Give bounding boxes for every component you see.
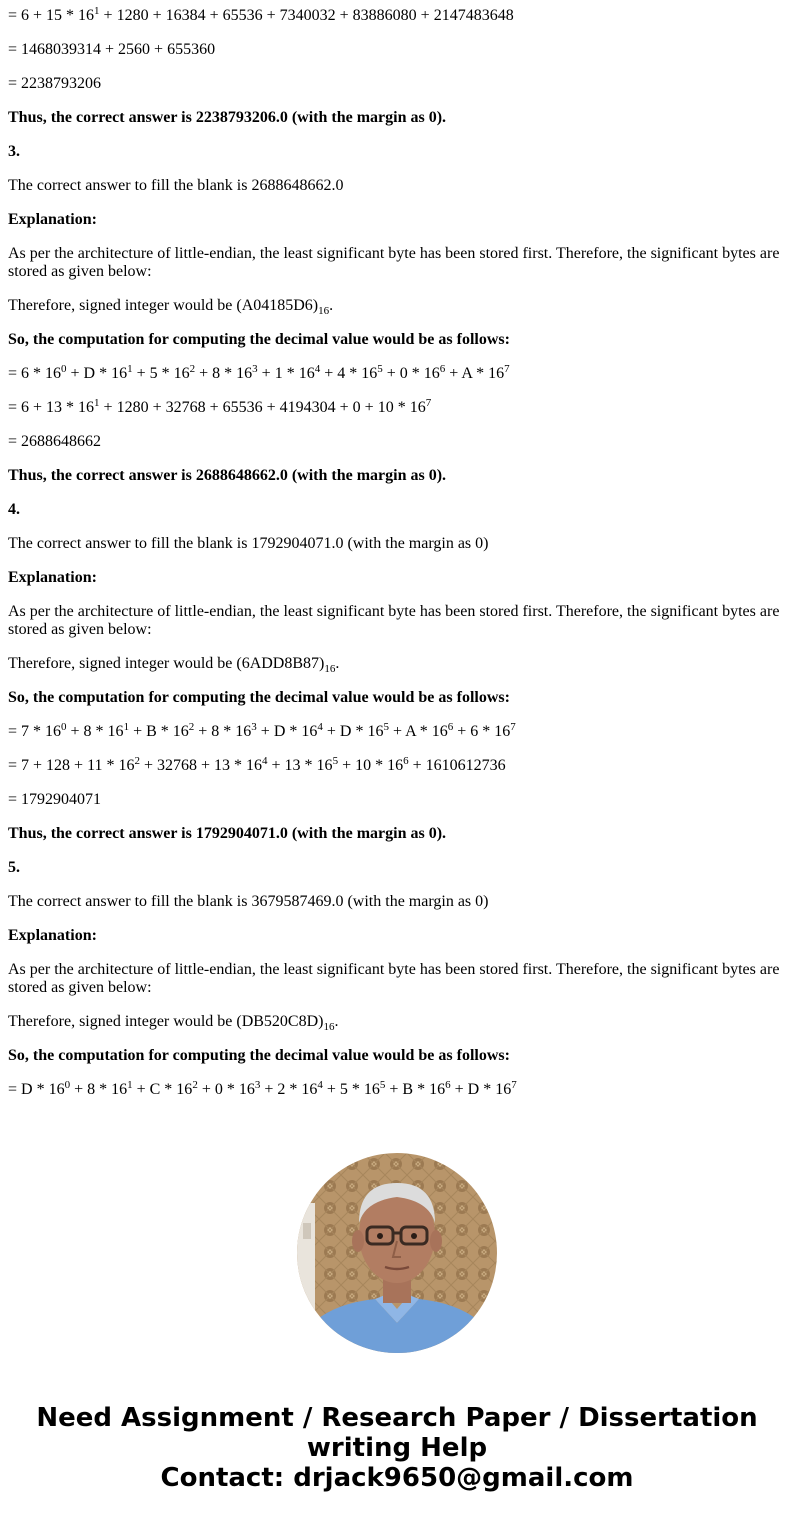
equation-term: + 0 * 16 xyxy=(197,1081,255,1098)
equation-term: + 8 * 16 xyxy=(195,365,253,382)
exponent: 5 xyxy=(383,721,389,733)
equation-term: + C * 16 xyxy=(132,1081,193,1098)
equation-term: + 32768 + 13 * 16 xyxy=(139,757,263,774)
promo-banner xyxy=(0,1403,794,1493)
equation-term: + 2 * 16 xyxy=(260,1081,318,1098)
equation-line: = $6 + 15 * 16^1 + 1280 + 16384 + 65536 + 7340032 + 83886080 + 2147483648$ xyxy=(8,5,514,24)
equation-term: + 5 * 16 xyxy=(322,1081,380,1098)
answer-conclusion: Thus, the correct answer is 2238793206.0 (with the margin as 0). xyxy=(8,109,447,126)
equation-term: + 1 * 16 xyxy=(257,365,315,382)
exponent: 0 xyxy=(64,1079,71,1091)
exponent: 6 xyxy=(445,1079,451,1091)
promo-line: writing Help xyxy=(306,1433,488,1463)
exponent: 2 xyxy=(134,755,140,767)
equation-term: + A * 16 xyxy=(445,365,505,382)
exponent: 2 xyxy=(188,721,195,733)
equation-line xyxy=(8,1081,786,1099)
equation-line xyxy=(8,757,786,775)
exponent: 1 xyxy=(123,721,130,733)
equation-term: + B * 16 xyxy=(129,723,189,740)
exponent: 1 xyxy=(127,1079,133,1091)
answer-statement: The correct answer to fill the blank is 2688648662.0 xyxy=(8,177,344,194)
equation-term: + 8 * 16 xyxy=(70,1081,128,1098)
equation-result: = 2688648662 xyxy=(8,433,102,450)
computation-heading: So, the computation for computing the decimal value would be as follows: xyxy=(8,331,510,348)
document-body xyxy=(8,0,786,1115)
equation-term: + A * 16 xyxy=(388,723,448,740)
question-number: 4. xyxy=(8,501,20,518)
exponent: 1 xyxy=(94,397,100,409)
equation-term: = 7 + 128 + 11 * 16 xyxy=(8,757,135,774)
exponent: 7 xyxy=(511,1079,517,1091)
exponent: 4 xyxy=(314,363,321,375)
equation-term: = 6 * 16 xyxy=(8,365,62,382)
exponent: 3 xyxy=(251,721,257,733)
signed-integer-line: Therefore, signed integer would be $(DB520C8D)_{16}$. xyxy=(8,1013,339,1033)
exponent: 0 xyxy=(61,721,67,733)
equation-line xyxy=(8,723,786,741)
computation-heading: So, the computation for computing the decimal value would be as follows: xyxy=(8,1047,510,1064)
equation-term: = 6 + 13 * 16 xyxy=(8,399,95,416)
exponent: 5 xyxy=(332,755,339,767)
exponent: 5 xyxy=(377,363,383,375)
explanation-paragraph: As per the architecture of little-endian, the least significant byte has been stored first. Therefore, the significant bytes are stored as given below: xyxy=(8,961,780,996)
promo-contact: Contact: drjack9650@gmail.com xyxy=(160,1463,634,1493)
equation-line xyxy=(8,365,786,383)
exponent: 7 xyxy=(504,363,510,375)
author-avatar xyxy=(297,1153,497,1353)
explanation-paragraph: As per the architecture of little-endian, the least significant byte has been stored first. Therefore, the significant bytes are stored as given below: xyxy=(8,245,780,280)
equation-term: + 8 * 16 xyxy=(66,723,124,740)
exponent: 2 xyxy=(192,1079,198,1091)
explanation-heading: Explanation: xyxy=(8,569,97,586)
equation-term: + D * 16 xyxy=(66,365,128,382)
explanation-heading: Explanation: xyxy=(8,927,97,944)
signed-integer-line: Therefore, signed integer would be $(A04185D6)_{16}$. xyxy=(8,297,334,317)
answer-conclusion: Thus, the correct answer is 1792904071.0 (with the margin as 0). xyxy=(8,825,447,842)
question-number: 3. xyxy=(8,143,20,160)
equation-term: + B * 16 xyxy=(385,1081,446,1098)
equation-line xyxy=(8,399,786,417)
equation-term: + 13 * 16 xyxy=(267,757,333,774)
author-portrait-image xyxy=(297,1153,497,1353)
equation-result: = 1792904071 xyxy=(8,791,102,808)
equation-term: + 1610612736 xyxy=(408,757,506,774)
answer-statement: The correct answer to fill the blank is 3679587469.0 (with the margin as 0) xyxy=(8,893,489,910)
exponent: 6 xyxy=(403,755,409,767)
exponent: 3 xyxy=(252,363,258,375)
equation-term: + 6 * 16 xyxy=(453,723,511,740)
equation-term: + 8 * 16 xyxy=(194,723,252,740)
exponent: 4 xyxy=(262,755,268,767)
signed-integer-line: Therefore, signed integer would be $(6ADD8B87)_{16}$. xyxy=(8,655,340,675)
promo-line: Need Assignment / Research Paper / Dissertation xyxy=(36,1403,758,1433)
equation-term: + D * 16 xyxy=(450,1081,512,1098)
exponent: 1 xyxy=(127,363,133,375)
exponent: 2 xyxy=(189,363,196,375)
exponent: 4 xyxy=(317,1079,323,1091)
exponent: 6 xyxy=(447,721,454,733)
computation-heading: So, the computation for computing the decimal value would be as follows: xyxy=(8,689,510,706)
equation-term: + D * 16 xyxy=(256,723,318,740)
equation-term: + 4 * 16 xyxy=(320,365,378,382)
equation-term: + 10 * 16 xyxy=(338,757,404,774)
answer-statement: The correct answer to fill the blank is 1792904071.0 (with the margin as 0) xyxy=(8,535,489,552)
equation-term: = D * 16 xyxy=(8,1081,65,1098)
equation-result: = 2238793206 xyxy=(8,75,102,92)
equation-term: + D * 16 xyxy=(322,723,384,740)
exponent: 5 xyxy=(379,1079,386,1091)
equation-term: + 0 * 16 xyxy=(382,365,440,382)
exponent: 7 xyxy=(425,397,432,409)
equation-line: = 1468039314 + 2560 + 655360 xyxy=(8,41,216,58)
exponent: 4 xyxy=(317,721,323,733)
explanation-heading: Explanation: xyxy=(8,211,97,228)
exponent: 3 xyxy=(254,1079,261,1091)
explanation-paragraph: As per the architecture of little-endian, the least significant byte has been stored first. Therefore, the significant bytes are stored as given below: xyxy=(8,603,780,638)
equation-term: + 5 * 16 xyxy=(132,365,190,382)
exponent: 0 xyxy=(61,363,67,375)
exponent: 7 xyxy=(510,721,516,733)
exponent: 6 xyxy=(439,363,446,375)
question-number: 5. xyxy=(8,859,20,876)
equation-term: = 7 * 16 xyxy=(8,723,62,740)
answer-conclusion: Thus, the correct answer is 2688648662.0 (with the margin as 0). xyxy=(8,467,447,484)
equation-term: + 1280 + 32768 + 65536 + 4194304 + 0 + 10 * 16 xyxy=(99,399,426,416)
